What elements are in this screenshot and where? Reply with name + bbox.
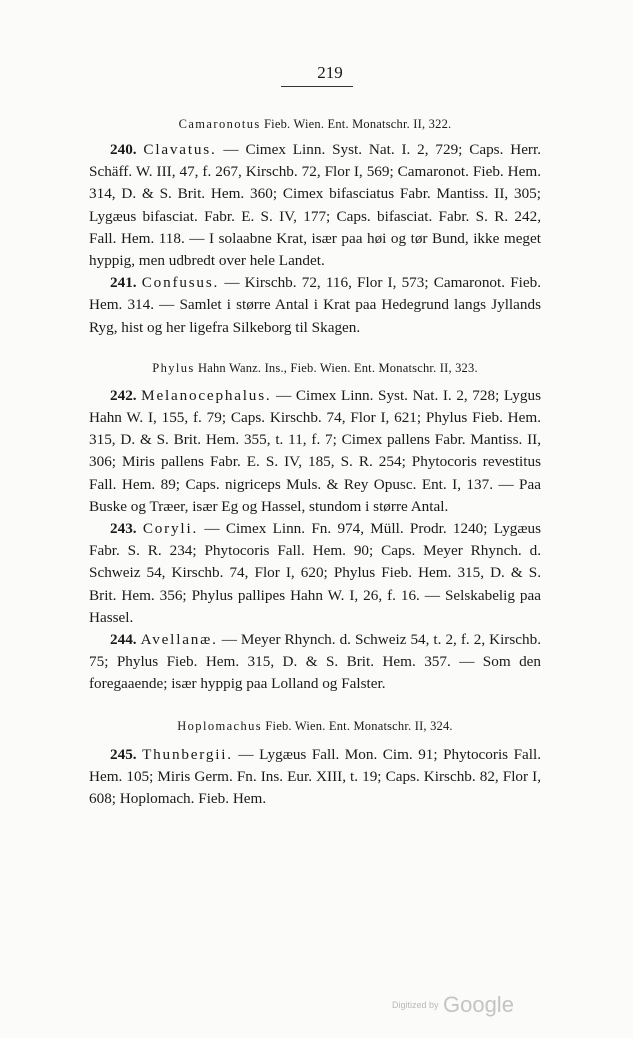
entry-text: — Cimex Linn. Fn. 974, Müll. Prodr. 1240; Lygæus Fabr. S. R. 234; Phytocoris Fall. Hem. 90; Caps. Meyer Rhynch. d. Schweiz 54, Kirschb. 74, Flor I, 620; Phylus Fieb. Hem. 315, D. & S. Brit. Hem. 356; Phylus pallipes Hahn W. I, 26, f. 16. — Selskabelig paa Hassel. xyxy=(89,520,542,626)
entry-number: 244. xyxy=(110,631,137,649)
entry-text: — Kirschb. 72, 116, Flor I, 573; Camaronot. Fieb. Hem. 314. — Samlet i større Antal i Krat paa Hedegrund langs Jyllands Ryg, hist og her ligefra Silkeborg til Skagen. xyxy=(89,274,541,336)
genus-name: Phylus xyxy=(152,360,195,375)
species-name: Thunbergii. xyxy=(142,745,233,763)
entry-text: — Lygæus Fall. Mon. Cim. 91; Phytocoris Fall. Hem. 105; Miris Germ. Fn. Ins. Eur. XIII, t. 19; Caps. Kirschb. 82, Flor I, 608; Hoplomach. Fieb. Hem. xyxy=(89,745,541,808)
species-name: Melanocephalus. xyxy=(141,386,272,404)
species-entry xyxy=(89,629,541,696)
genus-reference: Hahn Wanz. Ins., Fieb. Wien. Ent. Monatschr. II, 323. xyxy=(198,360,478,375)
page-number-rule xyxy=(281,86,353,87)
species-entry xyxy=(89,385,541,518)
entry-number: 245. xyxy=(110,745,137,763)
species-entry xyxy=(89,744,541,811)
entry-text: — Meyer Rhynch. d. Schweiz 54, t. 2, f. 2, Kirschb. 75; Phylus Fieb. Hem. 315, D. & S. Brit. Hem. 357. — Som den foregaaende; især hyppig paa Lolland og Falster. xyxy=(89,631,542,693)
genus-section-hoplomachus xyxy=(89,717,541,811)
entry-text: — Cimex Linn. Syst. Nat. I. 2, 728; Lygus Hahn W. I, 155, f. 79; Caps. Kirschb. 74, Flor I, 621; Phylus Fieb. Hem. 315, D. & S. Brit. Hem. 355, t. 11, f. 7; Cimex pallens Fabr. Mantiss. II, 306; Miris pallens Fabr. E. S. IV, 185, S. R. 254; Phytocoris revestitus Fall. Hem. 89; Caps. nigriceps Muls. & Rey Opusc. Ent. I, 137. — Paa Buske og Træer, især Eg og Hassel, stundom i større Antal. xyxy=(89,386,542,515)
species-entry xyxy=(89,518,541,629)
entry-number: 241. xyxy=(110,274,137,292)
species-name: Confusus. xyxy=(141,274,220,292)
genus-section-camaronotus xyxy=(89,115,541,339)
entry-number: 240. xyxy=(110,141,137,158)
genus-heading xyxy=(89,717,541,735)
genus-section-phylus xyxy=(89,359,541,696)
species-name: Avellanæ. xyxy=(140,631,218,649)
genus-heading xyxy=(89,359,541,377)
genus-name: Camaronotus xyxy=(178,117,261,131)
species-name: Clavatus. xyxy=(143,141,217,158)
entry-number: 242. xyxy=(110,386,137,404)
entry-text: — Cimex Linn. Syst. Nat. I. 2, 729; Caps. Herr. Schäff. W. III, 47, f. 267, Kirschb. 72, Flor I, 569; Camaronot. Fieb. Hem. 314, D. & S. Brit. Hem. 360; Cimex bifasciatus Fabr. Mantiss. II, 305; Lygæus bifasciat. Fabr. E. S. IV, 177; Caps. bifasciat. Fabr. S. R. 242, Fall. Hem. 118. — I solaabne Krat, især paa høi og tør Bund, ikke meget hyppig, men udbredt over hele Landet. xyxy=(89,141,542,270)
book-page xyxy=(89,62,541,810)
genus-heading xyxy=(89,115,541,133)
species-name: Coryli. xyxy=(142,520,199,538)
digitized-watermark xyxy=(392,992,514,1018)
genus-reference: Fieb. Wien. Ent. Monatschr. II, 322. xyxy=(264,117,452,131)
page-number: 219 xyxy=(317,63,343,82)
entry-number: 243. xyxy=(110,520,137,538)
species-entry xyxy=(89,272,541,339)
genus-reference: Fieb. Wien. Ent. Monatschr. II, 324. xyxy=(265,718,453,733)
genus-name: Hoplomachus xyxy=(177,718,263,733)
google-logo: Google xyxy=(442,992,514,1017)
digitized-label: Digitized by xyxy=(392,1000,439,1010)
species-entry xyxy=(89,139,541,272)
